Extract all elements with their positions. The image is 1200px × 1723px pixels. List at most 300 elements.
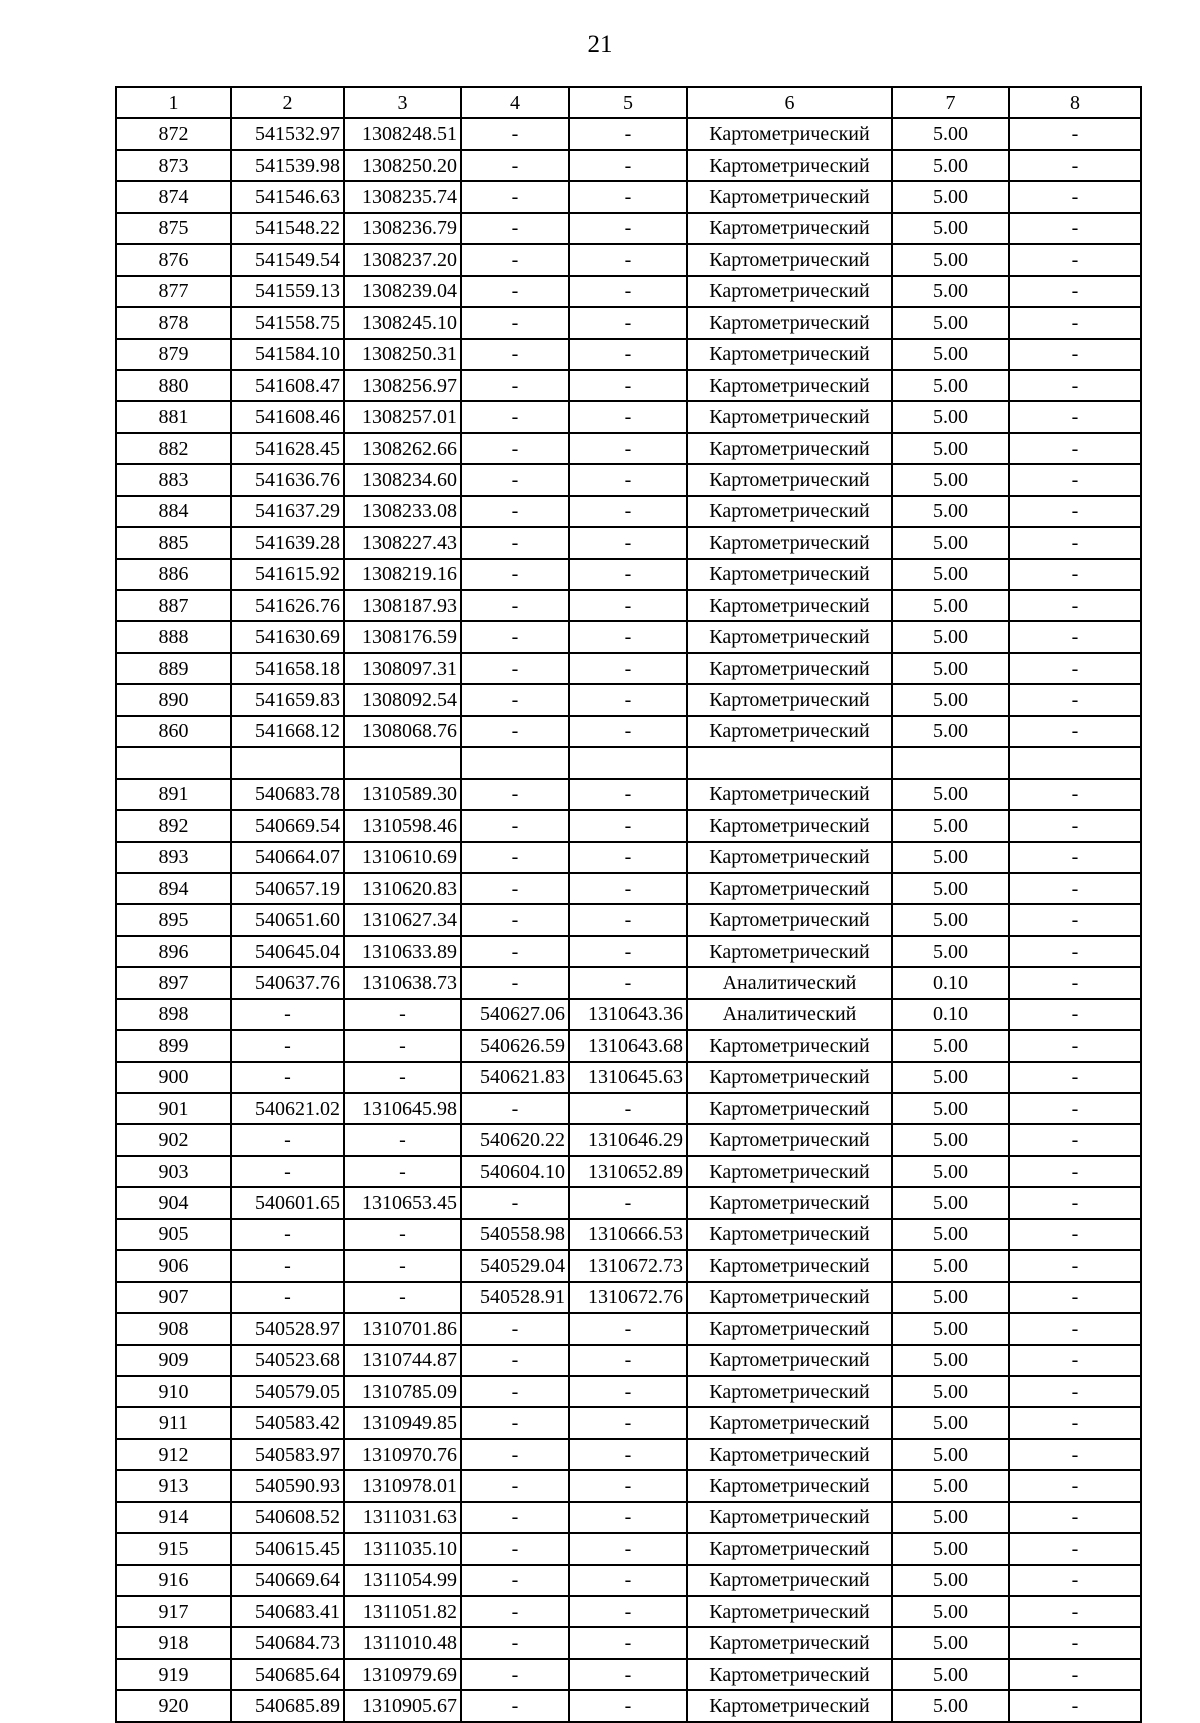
x-existing-cell: 541549.54: [231, 244, 344, 275]
table-row: [116, 527, 1141, 558]
x-existing-cell: -: [231, 1030, 344, 1061]
table-row: [116, 339, 1141, 370]
x-existing-cell: 541639.28: [231, 527, 344, 558]
y-existing-cell: -: [344, 1062, 461, 1093]
y-existing-cell: 1308237.20: [344, 244, 461, 275]
y-existing-cell: 1308250.20: [344, 150, 461, 181]
x-new-cell: -: [461, 1533, 569, 1564]
accuracy-cell: 0.10: [892, 967, 1009, 998]
accuracy-cell: 5.00: [892, 559, 1009, 590]
y-new-cell: -: [569, 1690, 687, 1721]
description-cell: -: [1009, 684, 1141, 715]
table-row: [116, 1282, 1141, 1313]
y-new-cell: -: [569, 464, 687, 495]
method-cell: Картометрический: [687, 1565, 892, 1596]
method-cell: Картометрический: [687, 1659, 892, 1690]
x-existing-cell: 540669.64: [231, 1565, 344, 1596]
table-row: [116, 590, 1141, 621]
method-cell: Картометрический: [687, 1282, 892, 1313]
description-cell: -: [1009, 1062, 1141, 1093]
accuracy-cell: 5.00: [892, 118, 1009, 149]
x-existing-cell: 540683.41: [231, 1596, 344, 1627]
description-cell: -: [1009, 559, 1141, 590]
x-existing-cell: -: [231, 1062, 344, 1093]
column-header-4: 4: [461, 87, 569, 118]
method-cell: Картометрический: [687, 496, 892, 527]
table-row: [116, 244, 1141, 275]
y-new-cell: -: [569, 716, 687, 747]
x-existing-cell: 541548.22: [231, 213, 344, 244]
table-row: [116, 842, 1141, 873]
table-row: [116, 1659, 1141, 1690]
y-existing-cell: 1308248.51: [344, 118, 461, 149]
point-number-cell: 920: [116, 1690, 231, 1721]
table-row: [116, 370, 1141, 401]
page-number: 21: [587, 31, 613, 58]
table-row: [116, 181, 1141, 212]
point-number-cell: 892: [116, 810, 231, 841]
description-cell: -: [1009, 244, 1141, 275]
x-new-cell: -: [461, 684, 569, 715]
x-new-cell: -: [461, 559, 569, 590]
y-new-cell: -: [569, 496, 687, 527]
point-number-cell: 883: [116, 464, 231, 495]
y-new-cell: -: [569, 401, 687, 432]
column-header-7: 7: [892, 87, 1009, 118]
point-number-cell: 895: [116, 904, 231, 935]
table-row: [116, 621, 1141, 652]
y-existing-cell: 1311051.82: [344, 1596, 461, 1627]
y-existing-cell: 1310905.67: [344, 1690, 461, 1721]
method-cell: Картометрический: [687, 559, 892, 590]
y-existing-cell: 1308068.76: [344, 716, 461, 747]
point-number-cell: 908: [116, 1313, 231, 1344]
point-number-cell: 860: [116, 716, 231, 747]
table-row: [116, 1596, 1141, 1627]
method-cell: Картометрический: [687, 1030, 892, 1061]
point-number-cell: 912: [116, 1439, 231, 1470]
accuracy-cell: 5.00: [892, 1690, 1009, 1721]
x-new-cell: -: [461, 1470, 569, 1501]
y-existing-cell: 1310701.86: [344, 1313, 461, 1344]
x-new-cell: -: [461, 621, 569, 652]
x-new-cell: -: [461, 1627, 569, 1658]
table-row: [116, 1439, 1141, 1470]
x-new-cell: -: [461, 496, 569, 527]
y-existing-cell: 1310744.87: [344, 1345, 461, 1376]
x-existing-cell: [231, 747, 344, 778]
accuracy-cell: 5.00: [892, 1062, 1009, 1093]
method-cell: Картометрический: [687, 1376, 892, 1407]
table-row: [116, 873, 1141, 904]
y-new-cell: 1310652.89: [569, 1156, 687, 1187]
point-number-cell: 919: [116, 1659, 231, 1690]
y-new-cell: -: [569, 842, 687, 873]
accuracy-cell: 5.00: [892, 213, 1009, 244]
accuracy-cell: 5.00: [892, 904, 1009, 935]
table-row: [116, 904, 1141, 935]
y-new-cell: 1310643.36: [569, 999, 687, 1030]
accuracy-cell: 5.00: [892, 244, 1009, 275]
point-number-cell: 888: [116, 621, 231, 652]
method-cell: Картометрический: [687, 244, 892, 275]
x-new-cell: -: [461, 810, 569, 841]
point-number-cell: 881: [116, 401, 231, 432]
x-existing-cell: 540608.52: [231, 1502, 344, 1533]
description-cell: -: [1009, 967, 1141, 998]
x-existing-cell: 541658.18: [231, 653, 344, 684]
point-number-cell: 904: [116, 1187, 231, 1218]
description-cell: -: [1009, 464, 1141, 495]
table-row: [116, 464, 1141, 495]
y-existing-cell: 1310638.73: [344, 967, 461, 998]
accuracy-cell: 5.00: [892, 496, 1009, 527]
table-row: [116, 716, 1141, 747]
point-number-cell: 890: [116, 684, 231, 715]
y-new-cell: -: [569, 779, 687, 810]
x-new-cell: -: [461, 527, 569, 558]
accuracy-cell: 5.00: [892, 1156, 1009, 1187]
method-cell: Картометрический: [687, 401, 892, 432]
accuracy-cell: 5.00: [892, 810, 1009, 841]
table-row: [116, 684, 1141, 715]
x-existing-cell: 540579.05: [231, 1376, 344, 1407]
x-existing-cell: 540528.97: [231, 1313, 344, 1344]
x-new-cell: -: [461, 967, 569, 998]
table-row: [116, 1345, 1141, 1376]
table-row-separator: [116, 747, 1141, 778]
description-cell: -: [1009, 1030, 1141, 1061]
table-row: [116, 496, 1141, 527]
method-cell: Картометрический: [687, 873, 892, 904]
description-cell: -: [1009, 1313, 1141, 1344]
description-cell: -: [1009, 276, 1141, 307]
y-new-cell: -: [569, 181, 687, 212]
y-existing-cell: 1308262.66: [344, 433, 461, 464]
y-existing-cell: -: [344, 1030, 461, 1061]
y-new-cell: -: [569, 213, 687, 244]
accuracy-cell: 5.00: [892, 936, 1009, 967]
y-existing-cell: 1310627.34: [344, 904, 461, 935]
x-new-cell: -: [461, 307, 569, 338]
point-number-cell: 902: [116, 1124, 231, 1155]
x-new-cell: -: [461, 244, 569, 275]
x-new-cell: -: [461, 464, 569, 495]
x-existing-cell: 541630.69: [231, 621, 344, 652]
accuracy-cell: 5.00: [892, 1187, 1009, 1218]
method-cell: Картометрический: [687, 213, 892, 244]
description-cell: -: [1009, 1502, 1141, 1533]
method-cell: Картометрический: [687, 653, 892, 684]
table-row: [116, 999, 1141, 1030]
accuracy-cell: 5.00: [892, 1250, 1009, 1281]
method-cell: Картометрический: [687, 370, 892, 401]
description-cell: -: [1009, 370, 1141, 401]
column-header-8: 8: [1009, 87, 1141, 118]
x-new-cell: -: [461, 590, 569, 621]
x-new-cell: -: [461, 433, 569, 464]
y-existing-cell: 1310949.85: [344, 1407, 461, 1438]
point-number-cell: 897: [116, 967, 231, 998]
description-cell: -: [1009, 1156, 1141, 1187]
accuracy-cell: 5.00: [892, 1345, 1009, 1376]
method-cell: Картометрический: [687, 1407, 892, 1438]
point-number-cell: 874: [116, 181, 231, 212]
x-new-cell: -: [461, 1596, 569, 1627]
point-number-cell: 914: [116, 1502, 231, 1533]
x-existing-cell: 541539.98: [231, 150, 344, 181]
y-existing-cell: 1308219.16: [344, 559, 461, 590]
x-existing-cell: 540651.60: [231, 904, 344, 935]
table-row: [116, 401, 1141, 432]
description-cell: -: [1009, 1376, 1141, 1407]
method-cell: Картометрический: [687, 842, 892, 873]
description-cell: -: [1009, 1282, 1141, 1313]
table-row: [116, 1093, 1141, 1124]
point-number-cell: 875: [116, 213, 231, 244]
coordinates-table: [115, 86, 1142, 1723]
accuracy-cell: 5.00: [892, 181, 1009, 212]
accuracy-cell: 5.00: [892, 1502, 1009, 1533]
table-row: [116, 1407, 1141, 1438]
description-cell: -: [1009, 1407, 1141, 1438]
table-row: [116, 1470, 1141, 1501]
table-row: [116, 779, 1141, 810]
x-existing-cell: 541532.97: [231, 118, 344, 149]
y-new-cell: 1310645.63: [569, 1062, 687, 1093]
method-cell: Картометрический: [687, 118, 892, 149]
x-existing-cell: 541628.45: [231, 433, 344, 464]
accuracy-cell: 5.00: [892, 1313, 1009, 1344]
y-new-cell: -: [569, 244, 687, 275]
y-existing-cell: 1311035.10: [344, 1533, 461, 1564]
point-number-cell: 918: [116, 1627, 231, 1658]
point-number-cell: 896: [116, 936, 231, 967]
point-number-cell: 893: [116, 842, 231, 873]
point-number-cell: 886: [116, 559, 231, 590]
y-existing-cell: 1308092.54: [344, 684, 461, 715]
y-new-cell: -: [569, 936, 687, 967]
y-new-cell: -: [569, 339, 687, 370]
method-cell: Картометрический: [687, 684, 892, 715]
y-existing-cell: 1308236.79: [344, 213, 461, 244]
point-number-cell: 915: [116, 1533, 231, 1564]
x-existing-cell: 541608.47: [231, 370, 344, 401]
method-cell: Картометрический: [687, 1439, 892, 1470]
x-existing-cell: 541615.92: [231, 559, 344, 590]
y-new-cell: -: [569, 527, 687, 558]
table-row: [116, 1565, 1141, 1596]
method-cell: Картометрический: [687, 621, 892, 652]
accuracy-cell: 5.00: [892, 401, 1009, 432]
table-row: [116, 276, 1141, 307]
method-cell: Картометрический: [687, 1596, 892, 1627]
description-cell: -: [1009, 307, 1141, 338]
method-cell: Картометрический: [687, 1690, 892, 1721]
accuracy-cell: 5.00: [892, 1407, 1009, 1438]
accuracy-cell: 5.00: [892, 464, 1009, 495]
accuracy-cell: 5.00: [892, 1659, 1009, 1690]
point-number-cell: 909: [116, 1345, 231, 1376]
accuracy-cell: 5.00: [892, 873, 1009, 904]
x-new-cell: [461, 747, 569, 778]
method-cell: Картометрический: [687, 936, 892, 967]
accuracy-cell: 5.00: [892, 339, 1009, 370]
accuracy-cell: 5.00: [892, 590, 1009, 621]
accuracy-cell: 5.00: [892, 684, 1009, 715]
description-cell: -: [1009, 1187, 1141, 1218]
x-new-cell: -: [461, 401, 569, 432]
header-row: [116, 87, 1141, 118]
y-new-cell: -: [569, 307, 687, 338]
x-new-cell: -: [461, 936, 569, 967]
method-cell: Картометрический: [687, 1219, 892, 1250]
method-cell: Картометрический: [687, 181, 892, 212]
method-cell: Картометрический: [687, 307, 892, 338]
accuracy-cell: 5.00: [892, 1533, 1009, 1564]
x-existing-cell: 540685.89: [231, 1690, 344, 1721]
x-existing-cell: 541637.29: [231, 496, 344, 527]
x-existing-cell: -: [231, 1282, 344, 1313]
description-cell: -: [1009, 433, 1141, 464]
x-existing-cell: 540664.07: [231, 842, 344, 873]
x-new-cell: -: [461, 1439, 569, 1470]
table-row: [116, 1533, 1141, 1564]
y-existing-cell: 1308250.31: [344, 339, 461, 370]
table-row: [116, 559, 1141, 590]
table-row: [116, 213, 1141, 244]
method-cell: Картометрический: [687, 1250, 892, 1281]
x-new-cell: -: [461, 1376, 569, 1407]
y-existing-cell: 1308187.93: [344, 590, 461, 621]
method-cell: Картометрический: [687, 1627, 892, 1658]
description-cell: -: [1009, 1219, 1141, 1250]
accuracy-cell: 5.00: [892, 370, 1009, 401]
x-existing-cell: 540684.73: [231, 1627, 344, 1658]
point-number-cell: 876: [116, 244, 231, 275]
x-existing-cell: 541558.75: [231, 307, 344, 338]
point-number-cell: 905: [116, 1219, 231, 1250]
method-cell: Аналитический: [687, 967, 892, 998]
description-cell: -: [1009, 621, 1141, 652]
point-number-cell: 913: [116, 1470, 231, 1501]
accuracy-cell: 5.00: [892, 527, 1009, 558]
x-existing-cell: 540583.42: [231, 1407, 344, 1438]
point-number-cell: 885: [116, 527, 231, 558]
description-cell: -: [1009, 1565, 1141, 1596]
x-existing-cell: 540685.64: [231, 1659, 344, 1690]
description-cell: -: [1009, 181, 1141, 212]
y-new-cell: 1310646.29: [569, 1124, 687, 1155]
point-number-cell: 898: [116, 999, 231, 1030]
x-existing-cell: 540590.93: [231, 1470, 344, 1501]
accuracy-cell: 5.00: [892, 1470, 1009, 1501]
table-row: [116, 1250, 1141, 1281]
y-existing-cell: 1310610.69: [344, 842, 461, 873]
y-new-cell: -: [569, 559, 687, 590]
y-new-cell: -: [569, 810, 687, 841]
x-new-cell: -: [461, 842, 569, 873]
x-existing-cell: 541668.12: [231, 716, 344, 747]
y-new-cell: -: [569, 590, 687, 621]
y-new-cell: -: [569, 1376, 687, 1407]
accuracy-cell: 5.00: [892, 1219, 1009, 1250]
description-cell: -: [1009, 904, 1141, 935]
y-new-cell: -: [569, 967, 687, 998]
method-cell: Картометрический: [687, 339, 892, 370]
accuracy-cell: 5.00: [892, 1565, 1009, 1596]
description-cell: -: [1009, 716, 1141, 747]
description-cell: [1009, 747, 1141, 778]
x-new-cell: -: [461, 873, 569, 904]
y-new-cell: -: [569, 1439, 687, 1470]
method-cell: Картометрический: [687, 1533, 892, 1564]
description-cell: -: [1009, 496, 1141, 527]
point-number-cell: 910: [116, 1376, 231, 1407]
y-existing-cell: -: [344, 1156, 461, 1187]
method-cell: Картометрический: [687, 1345, 892, 1376]
x-existing-cell: 540523.68: [231, 1345, 344, 1376]
x-new-cell: 540627.06: [461, 999, 569, 1030]
method-cell: Картометрический: [687, 1313, 892, 1344]
method-cell: Картометрический: [687, 1470, 892, 1501]
x-new-cell: -: [461, 1093, 569, 1124]
method-cell: Картометрический: [687, 464, 892, 495]
x-new-cell: -: [461, 150, 569, 181]
table-row: [116, 1502, 1141, 1533]
x-new-cell: -: [461, 1187, 569, 1218]
point-number-cell: 917: [116, 1596, 231, 1627]
y-existing-cell: 1311054.99: [344, 1565, 461, 1596]
y-new-cell: 1310643.68: [569, 1030, 687, 1061]
y-existing-cell: 1310970.76: [344, 1439, 461, 1470]
x-existing-cell: 541636.76: [231, 464, 344, 495]
accuracy-cell: 0.10: [892, 999, 1009, 1030]
x-new-cell: -: [461, 276, 569, 307]
y-new-cell: -: [569, 684, 687, 715]
accuracy-cell: 5.00: [892, 842, 1009, 873]
description-cell: -: [1009, 653, 1141, 684]
method-cell: [687, 747, 892, 778]
x-new-cell: -: [461, 339, 569, 370]
y-existing-cell: 1308233.08: [344, 496, 461, 527]
y-new-cell: 1310672.73: [569, 1250, 687, 1281]
y-existing-cell: -: [344, 1124, 461, 1155]
description-cell: -: [1009, 810, 1141, 841]
table-body: [116, 118, 1141, 1721]
accuracy-cell: 5.00: [892, 1282, 1009, 1313]
accuracy-cell: 5.00: [892, 779, 1009, 810]
y-new-cell: -: [569, 276, 687, 307]
table-row: [116, 810, 1141, 841]
y-new-cell: -: [569, 1313, 687, 1344]
x-new-cell: -: [461, 904, 569, 935]
point-number-cell: 901: [116, 1093, 231, 1124]
y-new-cell: -: [569, 1187, 687, 1218]
y-existing-cell: 1310633.89: [344, 936, 461, 967]
x-new-cell: -: [461, 1345, 569, 1376]
x-new-cell: -: [461, 1690, 569, 1721]
y-existing-cell: 1308256.97: [344, 370, 461, 401]
x-existing-cell: -: [231, 1219, 344, 1250]
accuracy-cell: 5.00: [892, 1439, 1009, 1470]
point-number-cell: 894: [116, 873, 231, 904]
accuracy-cell: 5.00: [892, 150, 1009, 181]
description-cell: -: [1009, 527, 1141, 558]
x-existing-cell: -: [231, 1250, 344, 1281]
y-new-cell: -: [569, 1565, 687, 1596]
y-new-cell: -: [569, 370, 687, 401]
